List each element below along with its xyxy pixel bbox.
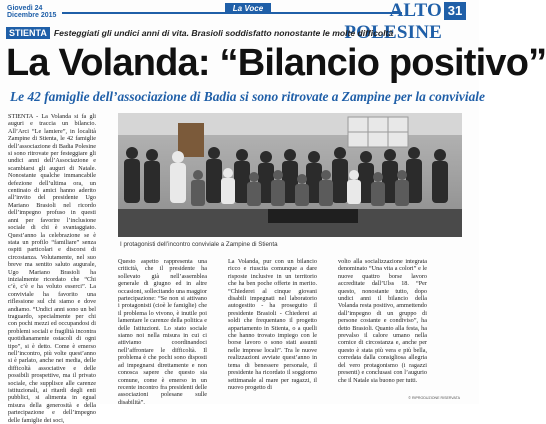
copyright-notice: © RIPRODUZIONE RISERVATA — [408, 396, 460, 400]
group-photo-icon — [118, 113, 462, 237]
page-number: 31 — [444, 2, 466, 20]
article-column-4: volto alla socializzazione integrata denominato “Una vita a colori” e le nuove quattro borse lavoro accreditate dall’Ulss 18. “Per questo, nonostante tutto, dopo undici anni il bilancio della Volanda resta positivo, ammettendo dall’impegno di un gruppo di persone costante e condiviso”, ha detto Brasioli. Quanto alla festa, ha prevalso il calore umano nella cornice di circostanza e, anche per questo è stata più vera e più bella, corredata dalla consigliosa allegria del vero protagonismo (i ragazzi presenti) e conclusasi con l’augurio che il Natale sia buono per tutti. — [338, 258, 427, 384]
article-column-2: Questo aspetto rappresenta una criticità, che il presidente ha sollevato già nell’assemblea generale di giugno ed in altre occasioni, sollecitando una maggior partecipazione: “Se non si attivano i protagonisti (cioè le famiglie) che il problema lo vivono, è inutile poi lamentare le carenze della politica e delle Istituzioni. Lo stato sociale siamo noi nella misura in cui ci attiviamo coordinandoci nell’affrontare le difficoltà. Il problema è che pochi sono disposti ad impegnarsi direttamente e non conosca sapere che questo sia comune, come è emerso in un recente incontro fra presidenti delle associazioni polesane sulle disabilità”. — [118, 258, 208, 406]
kicker-location-label: STIENTA — [6, 27, 50, 39]
headline: La Volanda: “Bilancio positivo” — [6, 42, 546, 84]
kicker-text: Festeggiati gli undici anni di vita. Brasioli soddisfatto nonostante le molte difficoltà — [53, 28, 394, 38]
section-name: ALTO POLESINE — [344, 0, 442, 43]
group-photo — [118, 113, 462, 237]
article-column-3: La Volanda, pur con un bilancio ricco e riuscita comunque a dare risposte inclusive in un territorio che ha ben poche offerte in merito. “Chiederei al cinque giovani disabili impegnati nel laboratorio autogestito - ha proseguito il presidente Brasioli - Chiederei ai soldi che frequentano il progetto appartamento in Stienta, o a quelli che hanno trovato impiego con le borse lavoro o sono stati assunti nelle imprese locali”. Tra le nuove realizzazioni avviate quest’anno in tema di benessere personale, il presidente ha ricordato il soggiorno settimanale al mare per ragazzi, il nuovo progetto di — [228, 258, 317, 391]
paper-name: La Voce — [225, 3, 271, 14]
kicker — [6, 27, 476, 40]
issue-date-day: Giovedì 24 — [7, 5, 43, 12]
subhead: Le 42 famiglie dell’associazione di Badia si sono ritrovate a Zampine per la conviviale — [10, 89, 485, 104]
article-column-1: STIENTA - La Volanda si fa gli auguri e traccia un bilancio. All’Arci “Le lamiere”, in località Zampine di Stienta, le 42 famiglie dell’associazione di Badia Polesine si sono ritrovate per festeggiare gli undici anni dell’Associazione e scambiarsi gli auguri di Natale. Nonostante qualche immancabile defezione dell’ultima ora, un centinaio di amici hanno aderito all’invito del presidente Ugo Mariano Brasioli nel ricordo dell’impegno profuso in questi anni per favorire l’inclusione sociale di chi è svantaggiato. Quest’anno la celebrazione se è stata un profilo “familiare” senza ospiti particolari e discorsi di circostanza. Volutamente, nel suo breve ma sentito saluto augurale, Ugo Mariano Brasioli ha inizialmente ricordato che “Chi c’è, c’è e ha voluto esserci”. La conviviale ha favorito una riflessione sul chi siamo e dove andiamo. “Undici anni sono un bel traguardo, specialmente per chi con pochi mezzi ed occupandosi di problemi sociali e fragilità incontra quotidianamente ostacoli di ogni tipo”, si è detto. Come è emerso nell’incontro, più volte quest’anno si è parlato, anche nei media, delle difficoltà associative e delle possibili prospettive, ma il privato sociale, che supplisce alle carenze istituzionali, ai ritardi degli enti pubblici, si alimenta in egual misura della generosità e della partecipazione e dell’impegno delle famiglie dei soci, — [8, 113, 96, 424]
photo-caption: I protagonisti dell’incontro conviviale a Zampine di Stienta — [120, 241, 278, 248]
issue-date-month-year: Dicembre 2015 — [7, 12, 57, 19]
